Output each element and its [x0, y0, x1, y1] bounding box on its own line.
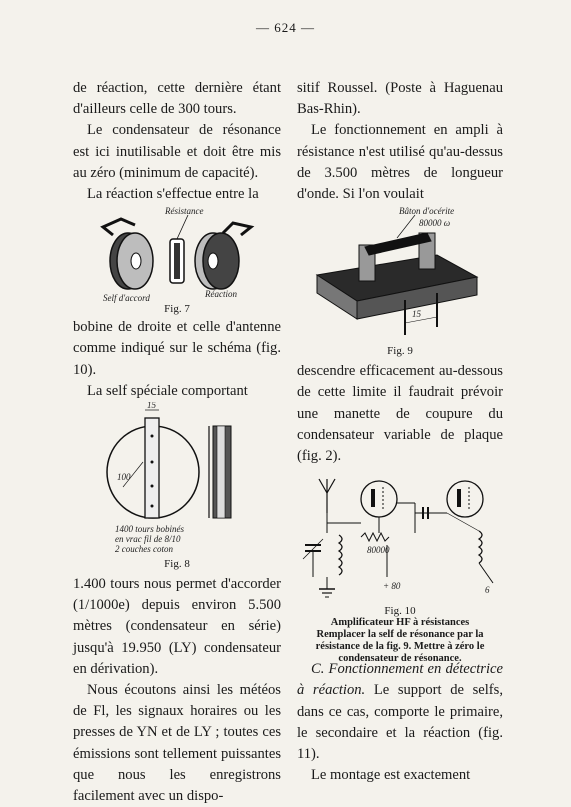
section-c-text: Le support de selfs, dans ce cas, comporte le primaire, le secondaire et la réaction (fig. 11). — [297, 682, 503, 763]
fig8-label-cable-3: 2 couches coton — [115, 544, 173, 555]
fig10-label-6: 6 — [485, 585, 490, 596]
fig8-label-15: 15 — [147, 402, 156, 411]
left-paragraph-5: La self spéciale comportant — [87, 382, 248, 399]
left-paragraph-2: Le condensateur de résonance est ici inutilisable et doit être mis au zéro (minimum de capacité). — [73, 122, 281, 181]
fig9-label-15: 15 — [412, 309, 421, 320]
fig9-label-ohms: 80000 ω — [419, 218, 451, 229]
figure-10 — [297, 473, 503, 665]
figure-7-caption: Fig. 7 — [164, 303, 190, 316]
fig7-label-self: Self d'accord — [103, 293, 150, 304]
fig8-label-cable-1: 1400 tours bobinés — [115, 524, 185, 535]
fig7-label-reaction: Réaction — [205, 289, 237, 300]
left-paragraph-3: La réaction s'effectue entre la — [87, 186, 259, 203]
figure-10-title: Amplificateur HF à résistances — [330, 617, 470, 629]
figure-9-caption: Fig. 9 — [387, 345, 413, 358]
figure-8 — [73, 402, 281, 574]
figure-10-caption: Fig. 10 — [384, 605, 416, 618]
fig7-label-resistance: Résistance — [165, 206, 204, 217]
left-column — [73, 78, 281, 807]
right-paragraph-2: Le fonctionnement en ampli à résistance n'est utilisé qu'au-dessus de 3.500 mètres de longueur d'onde. Si l'on voulait — [297, 122, 503, 203]
figure-10-schematic — [297, 473, 503, 605]
figure-10-note: Remplacer la self de résonance par la résistance de la fig. 9. Mettre à zéro le condensateur de résonance. — [315, 629, 485, 665]
left-paragraph-1: de réaction, cette dernière étant d'ailleurs celle de 300 tours. — [73, 80, 281, 118]
left-paragraph-7: Nous écoutons ainsi les météos de Fl, les signaux horaires ou les presses de YN et de LY ; toutes ces émissions sont tellement puissantes que nous les enregistrons facilement avec un dispo- — [73, 682, 281, 805]
figure-9 — [297, 205, 503, 361]
right-column — [297, 78, 503, 786]
figure-8-drawing — [73, 402, 281, 558]
right-paragraph-1: sitif Roussel. (Poste à Haguenau Bas-Rhin). — [297, 80, 503, 118]
figure-7 — [73, 205, 281, 317]
page-number: — 624 — — [256, 20, 315, 35]
left-paragraph-6: 1.400 tours nous permet d'accorder (1/1000e) depuis environ 5.500 mètres (condensateur en série) jusqu'à 19.950 (LY) condensateur en dérivation). — [73, 576, 281, 677]
fig9-label-baton: Bâton d'océrite — [399, 206, 455, 217]
left-paragraph-4: bobine de droite et celle d'antenne comme indiqué sur le schéma (fig. 10). — [73, 319, 281, 378]
figure-9-drawing — [297, 205, 503, 345]
fig10-label-plus80: + 80 — [383, 581, 401, 592]
right-paragraph-4 — [297, 659, 503, 765]
right-paragraph-3: descendre efficacement au-dessous de cette limite il faudrait prévoir une manette de coupure du condensateur variable de plaque (fig. 2). — [297, 363, 503, 465]
fig10-label-80000: 80000 — [367, 545, 390, 556]
figure-8-caption: Fig. 8 — [164, 558, 190, 571]
section-c-title: C. Fonctionnement en détectrice à réaction. — [297, 661, 503, 699]
figure-7-drawing — [73, 205, 281, 303]
right-paragraph-5: Le montage est exactement — [311, 767, 471, 784]
fig8-label-cable-2: en vrac fil de 8/10 — [115, 534, 181, 545]
fig8-label-100: 100 — [117, 472, 131, 483]
